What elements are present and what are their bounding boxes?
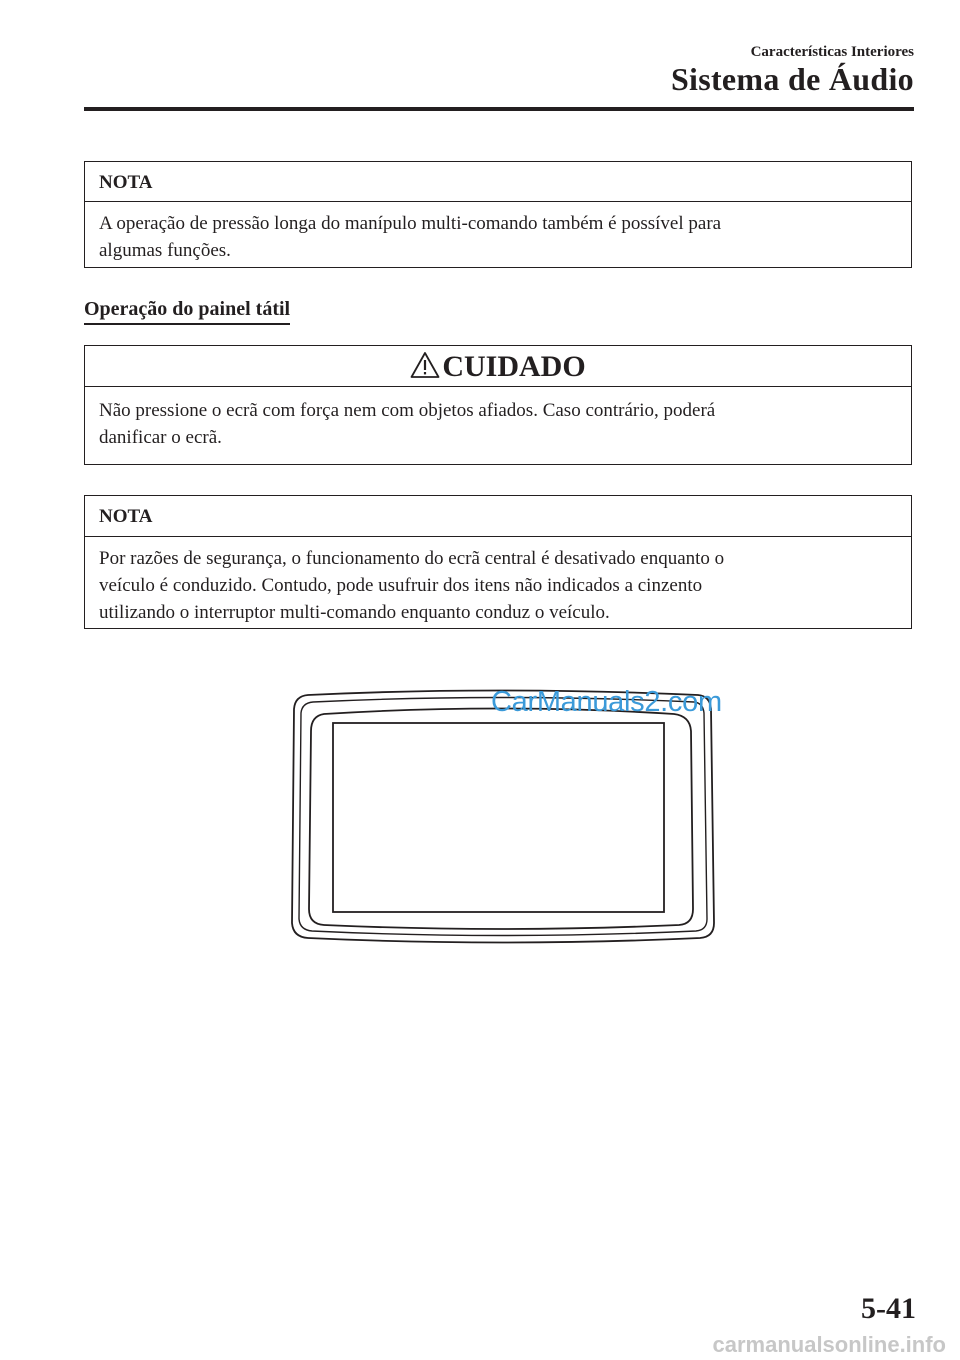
note-1-line: A operação de pressão longa do manípulo multi-comando também é possível para <box>99 213 722 234</box>
note-2-line: utilizando o interruptor multi-comando enquanto conduz o veículo. <box>99 602 610 623</box>
caution-heading <box>85 346 911 387</box>
chapter-category: Características Interiores <box>750 44 914 60</box>
note-2-body <box>85 537 911 626</box>
note-2-line: veículo é conduzido. Contudo, pode usufruir dos itens não indicados a cinzento <box>99 575 703 596</box>
center-display-illustration <box>286 685 726 956</box>
note-1-body <box>85 202 911 264</box>
page-number: 5-41 <box>861 1292 916 1325</box>
caution-body <box>85 387 911 451</box>
section-header-title: Sistema de Áudio <box>670 61 914 97</box>
watermark-text: CarManuals2.com <box>491 686 722 718</box>
note-box-1 <box>84 161 912 268</box>
note-1-line: algumas funções. <box>99 240 231 261</box>
header-rule <box>84 107 914 111</box>
caution-line: danificar o ecrã. <box>99 427 222 448</box>
note-box-2 <box>84 495 912 629</box>
caution-box <box>84 345 912 465</box>
note-2-line: Por razões de segurança, o funcionamento do ecrã central é desativado enquanto o <box>99 548 725 569</box>
note-2-heading: NOTA <box>85 496 911 537</box>
warning-icon <box>410 349 440 390</box>
subsection-title: Operação do painel tátil <box>84 298 290 325</box>
note-1-heading: NOTA <box>85 162 911 202</box>
caution-heading-text: CUIDADO <box>442 350 586 383</box>
caution-line: Não pressione o ecrã com força nem com objetos afiados. Caso contrário, poderá <box>99 400 716 421</box>
footer-watermark: carmanualsonline.info <box>712 1332 946 1357</box>
